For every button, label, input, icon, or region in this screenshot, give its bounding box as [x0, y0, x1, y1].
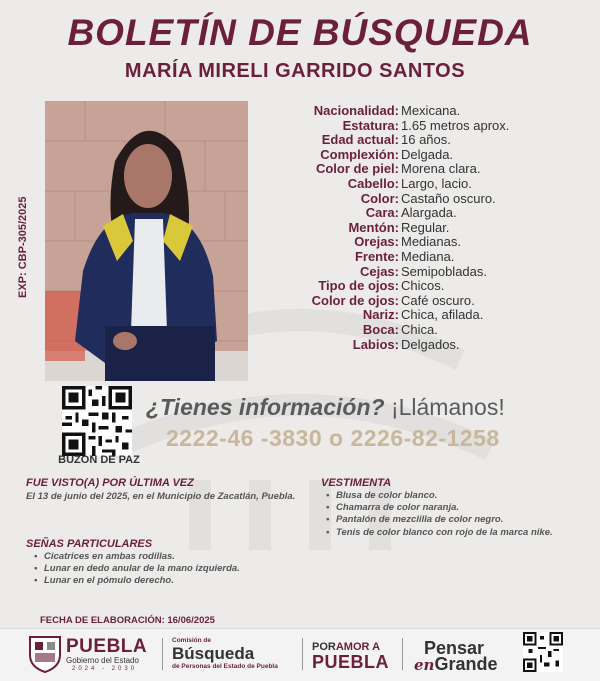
features-title: SEÑAS PARTICULARES [26, 538, 153, 550]
attr-label: Labios: [352, 336, 399, 352]
attr-row [255, 235, 595, 250]
attr-value: Largo, lacio. [401, 175, 472, 191]
buzon-label: BUZON DE PAZ [58, 454, 140, 466]
attr-row [255, 265, 595, 280]
puebla-logo-text: PUEBLA [66, 636, 148, 657]
list-item: • Blusa de color blanco. [326, 490, 596, 502]
attr-label: Color de piel: [315, 161, 399, 177]
attr-value: Medianas. [401, 234, 461, 250]
buzon-qr-code[interactable] [62, 386, 132, 456]
gobierno-text: Gobierno del Estado [66, 656, 139, 665]
footer-divider [402, 638, 403, 670]
contact-question [146, 394, 505, 421]
list-item: • Lunar en dedo anular de la mano izquierda. [34, 563, 304, 575]
elaboration-date: FECHA DE ELABORACIÓN: 16/06/2025 [40, 615, 215, 626]
attr-value: Regular. [401, 219, 450, 235]
attr-value: Chica. [401, 321, 438, 337]
attr-row [255, 177, 595, 192]
phone-numbers[interactable]: 2222-46 -3830 o 2226-82-1258 [166, 425, 500, 451]
attr-value: Chicos. [401, 278, 445, 294]
attr-label: Nacionalidad: [313, 103, 399, 118]
attr-row [255, 250, 595, 265]
attr-row [255, 294, 595, 309]
attr-value: Chica, afilada. [401, 307, 484, 323]
attr-label: Cabello: [347, 175, 399, 191]
attr-value: Mediana. [401, 248, 455, 264]
attr-value: Delgada. [401, 146, 454, 162]
comision-sub-text: de Personas del Estado de Puebla [172, 663, 278, 670]
list-item: • Lunar en el pómulo derecho. [34, 575, 304, 587]
footer-divider [162, 638, 163, 670]
attr-value: Semipobladas. [401, 263, 487, 279]
attr-value: 16 años. [401, 132, 451, 148]
state-shield-icon [28, 633, 62, 673]
attr-label: Estatura: [342, 117, 399, 133]
bulletin-title: BOLETÍN DE BÚSQUEDA [67, 12, 533, 53]
attr-label: Frente: [354, 248, 399, 264]
attr-label: Tipo de ojos: [318, 278, 399, 294]
attr-value: Castaño oscuro. [401, 190, 496, 206]
attr-label: Color de ojos: [311, 292, 399, 308]
attr-label: Cejas: [359, 263, 399, 279]
attr-label: Orejas: [354, 234, 399, 250]
clothing-title: VESTIMENTA [321, 477, 392, 489]
puebla-slogan-text: PUEBLA [312, 652, 390, 672]
last-seen-text: El 13 de junio del 2025, en el Municipio de Zacatlán, Puebla. [26, 491, 296, 502]
list-item: • Tenis de color blanco con rojo de la marca nike. [326, 527, 596, 539]
por-text: POR [312, 641, 336, 653]
attr-row [255, 206, 595, 221]
en-grande-text [414, 654, 497, 675]
attr-label: Boca: [362, 321, 399, 337]
list-item: • Pantalón de mezclilla de color negro. [326, 514, 596, 526]
attr-label: Mentón: [348, 219, 399, 235]
last-seen-title: FUE VISTO(A) POR ÚLTIMA VEZ [26, 477, 194, 489]
person-name: MARÍA MIRELI GARRIDO SANTOS [124, 60, 466, 82]
expediente-number: EXP: CBP-305/2025 [17, 196, 29, 298]
comision-main-text: Búsqueda [172, 644, 255, 663]
attr-row [255, 279, 595, 294]
footer-divider [302, 638, 303, 670]
attr-row [255, 323, 595, 338]
attr-label: Complexión: [320, 146, 399, 162]
attr-row [255, 148, 595, 163]
years-text: 2024 - 2030 [72, 666, 138, 672]
features-list [34, 551, 304, 588]
attr-value: Delgados. [401, 336, 460, 352]
attr-label: Edad actual: [321, 132, 399, 148]
list-item: • Chamarra de color naranja. [326, 502, 596, 514]
attr-row [255, 221, 595, 236]
attr-row [255, 119, 595, 134]
list-item: • Cicatrices en ambas rodillas. [34, 551, 304, 563]
attr-row [255, 104, 595, 119]
physical-description [255, 104, 595, 352]
clothing-list [326, 490, 596, 539]
en-text: en [414, 656, 435, 674]
question-text: ¿Tienes información? [146, 394, 385, 420]
pensar-text: Pensar [424, 638, 485, 658]
attr-value: Mexicana. [401, 103, 461, 118]
attr-row [255, 308, 595, 323]
attr-row [255, 133, 595, 148]
attr-value: Café oscuro. [401, 292, 475, 308]
attr-value: Alargada. [401, 205, 457, 221]
attr-row [255, 162, 595, 177]
attr-row [255, 338, 595, 353]
call-text: ¡Llámanos! [390, 394, 505, 420]
comision-top-text: Comisión de [172, 637, 212, 644]
person-photo [45, 101, 248, 381]
grande-text: Grande [434, 654, 498, 674]
amor-text: AMOR A [335, 641, 381, 653]
attr-label: Cara: [365, 205, 399, 221]
attr-label: Color: [360, 190, 399, 206]
footer-qr-code[interactable] [523, 632, 563, 672]
attr-value: Morena clara. [401, 161, 481, 177]
attr-value: 1.65 metros aprox. [401, 117, 510, 133]
attr-row [255, 192, 595, 207]
attr-label: Nariz: [362, 307, 399, 323]
